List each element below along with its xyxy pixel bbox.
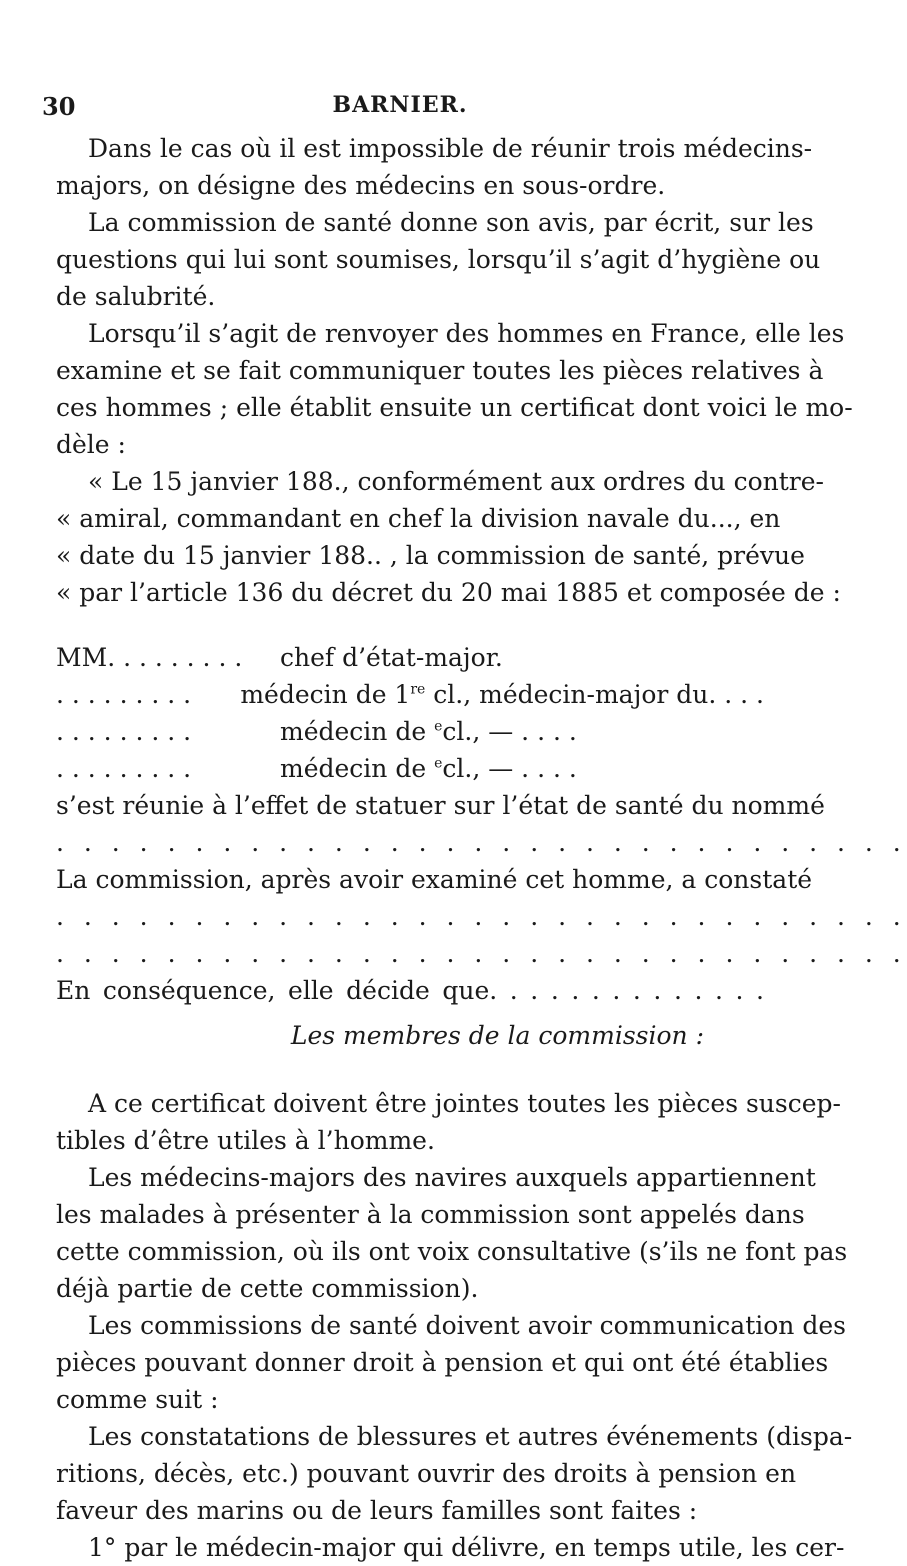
form-line: En conséquence, elle décide que. . . . . . . . . . . . . . — [56, 976, 764, 1005]
text-line: de salubrité. — [56, 282, 216, 311]
text-line: Lorsqu’il s’agit de renvoyer des hommes en France, elle les — [88, 319, 845, 348]
member-role: chef d’état-major. — [280, 643, 503, 672]
form-line: La commission, après avoir examiné cet homme, a constaté — [56, 865, 813, 894]
text-line: examine et se fait communiquer toutes les pièces relatives à — [56, 356, 824, 385]
dot-line: . . . . . . . . . . . . . . . . . . . . . . . . . . . . . . . — [56, 902, 907, 931]
member-row — [56, 639, 764, 676]
dot-line: . . . . . . . . . . . . . . . . . . . . . . . . . . . . . . . — [56, 828, 907, 857]
text-line: Les constatations de blessures et autres événements (dispa- — [88, 1422, 853, 1451]
text-line: cette commission, où ils ont voix consultative (s’ils ne font pas — [56, 1237, 848, 1266]
text-line: Dans le cas où il est impossible de réunir trois médecins- — [88, 134, 813, 163]
text-line: La commission de santé donne son avis, par écrit, sur les — [88, 208, 814, 237]
text-line: tibles d’être utiles à l’homme. — [56, 1126, 435, 1155]
text-line: ces hommes ; elle établit ensuite un certificat dont voici le mo- — [56, 393, 853, 422]
text-line: dèle : — [56, 430, 126, 459]
member-role: médecin de $^e$cl., — . . . . — [280, 754, 577, 783]
text-line: A ce certificat doivent être jointes toutes les pièces suscep- — [88, 1089, 841, 1118]
member-row — [56, 676, 764, 713]
running-head: BARNIER. — [332, 92, 468, 118]
text-line: pièces pouvant donner droit à pension et qui ont été établies — [56, 1348, 829, 1377]
mm-label: MM. . . . . . . . . — [56, 643, 243, 672]
text-line: Les médecins-majors des navires auxquels appartiennent — [88, 1163, 816, 1192]
text-line: « Le 15 janvier 188., conformément aux ordres du contre- — [88, 467, 824, 496]
text-line: « par l’article 136 du décret du 20 mai 1885 et composée de : — [56, 578, 841, 607]
member-role: médecin de 1re cl., médecin-major du. . . . — [240, 680, 764, 709]
member-row — [56, 750, 764, 787]
dot-line: . . . . . . . . . . . . . . . . . . . . . . . . . . . . . . . — [56, 939, 907, 968]
dot-leader: . . . . . . . . . — [56, 680, 192, 709]
text-line: « date du 15 janvier 188.. , la commission de santé, prévue — [56, 541, 805, 570]
dot-leader: . . . . . . . . . — [56, 717, 192, 746]
text-line: Les commissions de santé doivent avoir communication des — [88, 1311, 846, 1340]
dot-leader: . . . . . . . . . — [56, 754, 192, 783]
page-body — [56, 130, 907, 1566]
text-line: les malades à présenter à la commission sont appelés dans — [56, 1200, 805, 1229]
member-row — [56, 713, 764, 750]
text-line: ritions, décès, etc.) pouvant ouvrir des droits à pension en — [56, 1459, 797, 1488]
member-role: médecin de $^e$cl., — . . . . — [280, 717, 577, 746]
signature-line: Les membres de la commission : — [290, 1021, 704, 1050]
text-line: majors, on désigne des médecins en sous-ordre. — [56, 171, 666, 200]
page-header — [0, 86, 800, 126]
text-line: questions qui lui sont soumises, lorsqu’il s’agit d’hygiène ou — [56, 245, 821, 274]
text-line: comme suit : — [56, 1385, 219, 1414]
text-line: « amiral, commandant en chef la division navale du..., en — [56, 504, 781, 533]
text-line: déjà partie de cette commission). — [56, 1274, 479, 1303]
text-line: faveur des marins ou de leurs familles sont faites : — [56, 1496, 698, 1525]
text-line: 1° par le médecin-major qui délivre, en temps utile, les cer- — [88, 1533, 845, 1562]
page-number: 30 — [42, 92, 76, 121]
form-line: s’est réunie à l’effet de statuer sur l’état de santé du nommé — [56, 791, 825, 820]
